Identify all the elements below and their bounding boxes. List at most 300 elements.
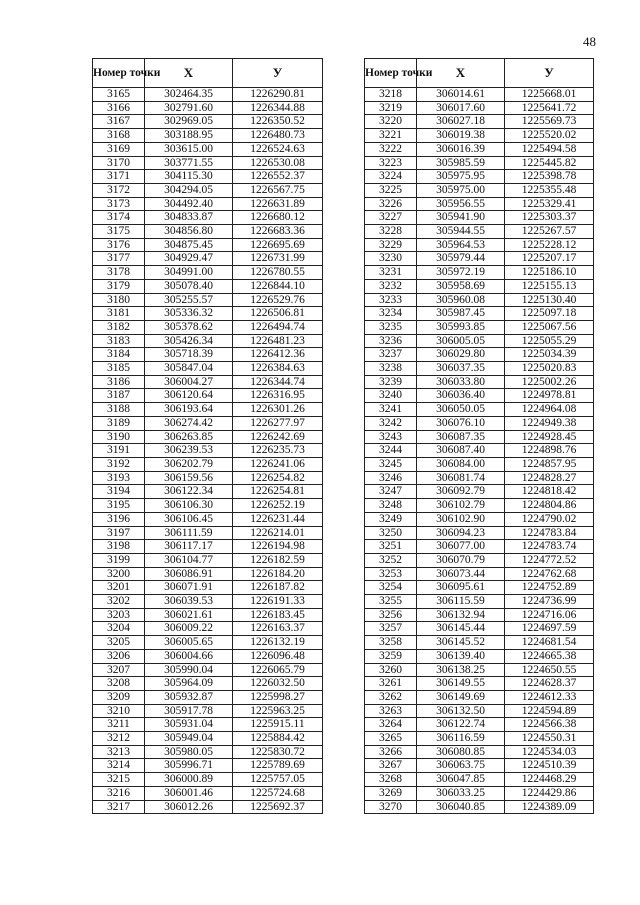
y-coordinate-cell: 1224783.74 [505,540,594,554]
y-coordinate-cell: 1224389.09 [505,800,594,814]
table-row [365,279,594,293]
x-coordinate-cell: 305378.62 [145,320,233,334]
table-row [365,553,594,567]
table-row [365,499,594,513]
x-coordinate-cell: 306004.27 [145,375,233,389]
x-coordinate-cell: 306094.23 [417,526,505,540]
point-number-cell: 3195 [93,499,145,513]
y-coordinate-cell: 1224804.86 [505,499,594,513]
point-number-cell: 3191 [93,444,145,458]
point-number-cell: 3213 [93,745,145,759]
table-row [93,238,323,252]
table-row [365,170,594,184]
y-coordinate-cell: 1226384.63 [233,362,323,376]
table-row [93,266,323,280]
y-coordinate-cell: 1224762.68 [505,567,594,581]
x-coordinate-cell: 306087.35 [417,430,505,444]
x-coordinate-cell: 305985.59 [417,156,505,170]
y-coordinate-cell: 1226290.81 [233,88,323,102]
table-row [365,786,594,800]
y-coordinate-cell: 1226231.44 [233,512,323,526]
y-coordinate-cell: 1225445.82 [505,156,594,170]
point-number-cell: 3214 [93,759,145,773]
x-coordinate-cell: 306047.85 [417,773,505,787]
point-number-cell: 3212 [93,732,145,746]
y-coordinate-cell: 1226096.48 [233,649,323,663]
y-coordinate-cell: 1226235.73 [233,444,323,458]
point-number-cell: 3197 [93,526,145,540]
table-body-left [93,88,323,814]
header-x: X [417,59,505,88]
point-number-cell: 3211 [93,718,145,732]
table-row [365,512,594,526]
x-coordinate-cell: 306122.74 [417,718,505,732]
x-coordinate-cell: 304115.30 [145,170,233,184]
x-coordinate-cell: 305987.45 [417,307,505,321]
table-row [365,732,594,746]
x-coordinate-cell: 302969.05 [145,115,233,129]
x-coordinate-cell: 303615.00 [145,142,233,156]
table-row [365,649,594,663]
y-coordinate-cell: 1226191.33 [233,595,323,609]
point-number-cell: 3233 [365,293,417,307]
point-number-cell: 3263 [365,704,417,718]
y-coordinate-cell: 1225830.72 [233,745,323,759]
y-coordinate-cell: 1224783.84 [505,526,594,540]
point-number-cell: 3171 [93,170,145,184]
point-number-cell: 3236 [365,334,417,348]
table-row [93,690,323,704]
y-coordinate-cell: 1224612.33 [505,690,594,704]
point-number-cell: 3235 [365,320,417,334]
table-row [365,197,594,211]
table-row [365,238,594,252]
y-coordinate-cell: 1224510.39 [505,759,594,773]
x-coordinate-cell: 305975.00 [417,183,505,197]
table-row [365,636,594,650]
x-coordinate-cell: 306081.74 [417,471,505,485]
y-coordinate-cell: 1225067.56 [505,320,594,334]
y-coordinate-cell: 1226631.89 [233,197,323,211]
x-coordinate-cell: 306086.91 [145,567,233,581]
table-row [365,142,594,156]
x-coordinate-cell: 305255.57 [145,293,233,307]
x-coordinate-cell: 306116.59 [417,732,505,746]
table-row [93,512,323,526]
table-row [93,334,323,348]
table-row [93,595,323,609]
point-number-cell: 3180 [93,293,145,307]
point-number-cell: 3172 [93,183,145,197]
y-coordinate-cell: 1225055.29 [505,334,594,348]
table-row [365,608,594,622]
y-coordinate-cell: 1226480.73 [233,129,323,143]
x-coordinate-cell: 306063.75 [417,759,505,773]
point-number-cell: 3268 [365,773,417,787]
x-coordinate-cell: 305847.04 [145,362,233,376]
point-number-cell: 3243 [365,430,417,444]
x-coordinate-cell: 306017.60 [417,101,505,115]
table-row [93,704,323,718]
y-coordinate-cell: 1224665.38 [505,649,594,663]
y-coordinate-cell: 1225355.48 [505,183,594,197]
table-row [365,690,594,704]
point-number-cell: 3184 [93,348,145,362]
y-coordinate-cell: 1226252.19 [233,499,323,513]
point-number-cell: 3167 [93,115,145,129]
x-coordinate-cell: 306104.77 [145,553,233,567]
point-number-cell: 3177 [93,252,145,266]
table-row [365,471,594,485]
x-coordinate-cell: 305975.95 [417,170,505,184]
point-number-cell: 3188 [93,403,145,417]
point-number-cell: 3223 [365,156,417,170]
table-row [93,252,323,266]
point-number-cell: 3266 [365,745,417,759]
y-coordinate-cell: 1226277.97 [233,416,323,430]
y-coordinate-cell: 1226524.63 [233,142,323,156]
y-coordinate-cell: 1226780.55 [233,266,323,280]
x-coordinate-cell: 306004.66 [145,649,233,663]
y-coordinate-cell: 1225267.57 [505,225,594,239]
table-row [93,485,323,499]
point-number-cell: 3210 [93,704,145,718]
table-row [93,649,323,663]
point-number-cell: 3169 [93,142,145,156]
x-coordinate-cell: 306122.34 [145,485,233,499]
y-coordinate-cell: 1225884.42 [233,732,323,746]
table-row [365,663,594,677]
table-row [365,403,594,417]
x-coordinate-cell: 305917.78 [145,704,233,718]
table-row [93,129,323,143]
x-coordinate-cell: 305996.71 [145,759,233,773]
point-number-cell: 3170 [93,156,145,170]
y-coordinate-cell: 1224964.08 [505,403,594,417]
x-coordinate-cell: 305964.09 [145,677,233,691]
point-number-cell: 3199 [93,553,145,567]
x-coordinate-cell: 305718.39 [145,348,233,362]
y-coordinate-cell: 1224628.37 [505,677,594,691]
point-number-cell: 3178 [93,266,145,280]
table-row [365,718,594,732]
point-number-cell: 3209 [93,690,145,704]
y-coordinate-cell: 1224790.02 [505,512,594,526]
table-row [365,115,594,129]
x-coordinate-cell: 306005.05 [417,334,505,348]
point-number-cell: 3240 [365,389,417,403]
y-coordinate-cell: 1226316.95 [233,389,323,403]
table-row [365,773,594,787]
point-number-cell: 3254 [365,581,417,595]
x-coordinate-cell: 304833.87 [145,211,233,225]
y-coordinate-cell: 1226350.52 [233,115,323,129]
x-coordinate-cell: 306037.35 [417,362,505,376]
table-row [93,622,323,636]
table-row [365,595,594,609]
table-row [93,732,323,746]
table-row [365,88,594,102]
y-coordinate-cell: 1224828.27 [505,471,594,485]
x-coordinate-cell: 306106.45 [145,512,233,526]
point-number-cell: 3192 [93,457,145,471]
y-coordinate-cell: 1226494.74 [233,320,323,334]
table-row [93,444,323,458]
x-coordinate-cell: 306120.64 [145,389,233,403]
table-row [93,115,323,129]
y-coordinate-cell: 1224898.76 [505,444,594,458]
table-row [365,745,594,759]
y-coordinate-cell: 1226182.59 [233,553,323,567]
x-coordinate-cell: 306202.79 [145,457,233,471]
y-coordinate-cell: 1224594.89 [505,704,594,718]
table-row [365,485,594,499]
x-coordinate-cell: 304875.45 [145,238,233,252]
x-coordinate-cell: 306080.85 [417,745,505,759]
header-y: У [505,59,594,88]
point-number-cell: 3187 [93,389,145,403]
point-number-cell: 3228 [365,225,417,239]
table-body-right [365,88,594,814]
y-coordinate-cell: 1225692.37 [233,800,323,814]
x-coordinate-cell: 302791.60 [145,101,233,115]
y-coordinate-cell: 1225569.73 [505,115,594,129]
y-coordinate-cell: 1226529.76 [233,293,323,307]
x-coordinate-cell: 305964.53 [417,238,505,252]
table-row [93,348,323,362]
point-number-cell: 3189 [93,416,145,430]
table-row [93,293,323,307]
x-coordinate-cell: 305426.34 [145,334,233,348]
table-row [365,540,594,554]
table-row [93,389,323,403]
point-number-cell: 3219 [365,101,417,115]
y-coordinate-cell: 1226481.23 [233,334,323,348]
y-coordinate-cell: 1226032.50 [233,677,323,691]
point-number-cell: 3247 [365,485,417,499]
point-number-cell: 3200 [93,567,145,581]
x-coordinate-cell: 304929.47 [145,252,233,266]
point-number-cell: 3165 [93,88,145,102]
table-row [365,457,594,471]
point-number-cell: 3270 [365,800,417,814]
x-coordinate-cell: 306239.53 [145,444,233,458]
point-number-cell: 3220 [365,115,417,129]
y-coordinate-cell: 1226530.08 [233,156,323,170]
y-coordinate-cell: 1226695.69 [233,238,323,252]
point-number-cell: 3229 [365,238,417,252]
x-coordinate-cell: 306070.79 [417,553,505,567]
x-coordinate-cell: 306027.18 [417,115,505,129]
y-coordinate-cell: 1224949.38 [505,416,594,430]
table-row [93,677,323,691]
x-coordinate-cell: 306132.50 [417,704,505,718]
x-coordinate-cell: 306039.53 [145,595,233,609]
point-number-cell: 3250 [365,526,417,540]
x-coordinate-cell: 306036.40 [417,389,505,403]
point-number-cell: 3186 [93,375,145,389]
table-row [365,293,594,307]
point-number-cell: 3204 [93,622,145,636]
point-number-cell: 3238 [365,362,417,376]
y-coordinate-cell: 1224752.89 [505,581,594,595]
y-coordinate-cell: 1226194.98 [233,540,323,554]
x-coordinate-cell: 306145.52 [417,636,505,650]
x-coordinate-cell: 305932.87 [145,690,233,704]
table-row [93,581,323,595]
x-coordinate-cell: 305336.32 [145,307,233,321]
point-number-cell: 3217 [93,800,145,814]
table-row [93,403,323,417]
table-row [93,225,323,239]
point-number-cell: 3190 [93,430,145,444]
x-coordinate-cell: 306115.59 [417,595,505,609]
point-number-cell: 3193 [93,471,145,485]
y-coordinate-cell: 1225998.27 [233,690,323,704]
point-number-cell: 3183 [93,334,145,348]
point-number-cell: 3227 [365,211,417,225]
y-coordinate-cell: 1226506.81 [233,307,323,321]
point-number-cell: 3232 [365,279,417,293]
point-number-cell: 3239 [365,375,417,389]
y-coordinate-cell: 1226183.45 [233,608,323,622]
table-row [365,444,594,458]
y-coordinate-cell: 1226344.88 [233,101,323,115]
x-coordinate-cell: 305990.04 [145,663,233,677]
y-coordinate-cell: 1224550.31 [505,732,594,746]
table-row [93,211,323,225]
y-coordinate-cell: 1225789.69 [233,759,323,773]
point-number-cell: 3267 [365,759,417,773]
x-coordinate-cell: 306102.90 [417,512,505,526]
table-row [365,362,594,376]
header-point-number: Номер точки [93,59,145,88]
point-number-cell: 3225 [365,183,417,197]
table-row [93,663,323,677]
y-coordinate-cell: 1226065.79 [233,663,323,677]
y-coordinate-cell: 1226242.69 [233,430,323,444]
point-number-cell: 3253 [365,567,417,581]
y-coordinate-cell: 1225155.13 [505,279,594,293]
y-coordinate-cell: 1225668.01 [505,88,594,102]
y-coordinate-cell: 1225186.10 [505,266,594,280]
point-number-cell: 3215 [93,773,145,787]
x-coordinate-cell: 306092.79 [417,485,505,499]
x-coordinate-cell: 305944.55 [417,225,505,239]
table-row [93,540,323,554]
x-coordinate-cell: 306087.40 [417,444,505,458]
x-coordinate-cell: 303771.55 [145,156,233,170]
point-number-cell: 3260 [365,663,417,677]
y-coordinate-cell: 1225963.25 [233,704,323,718]
table-row [93,567,323,581]
point-number-cell: 3166 [93,101,145,115]
table-row [93,430,323,444]
x-coordinate-cell: 306050.05 [417,403,505,417]
point-number-cell: 3194 [93,485,145,499]
y-coordinate-cell: 1224736.99 [505,595,594,609]
y-coordinate-cell: 1226683.36 [233,225,323,239]
table-row [93,526,323,540]
y-coordinate-cell: 1226552.37 [233,170,323,184]
point-number-cell: 3207 [93,663,145,677]
x-coordinate-cell: 306001.46 [145,786,233,800]
y-coordinate-cell: 1225329.41 [505,197,594,211]
x-coordinate-cell: 306102.79 [417,499,505,513]
table-row [365,800,594,814]
x-coordinate-cell: 305972.19 [417,266,505,280]
x-coordinate-cell: 306016.39 [417,142,505,156]
table-row [365,677,594,691]
table-row [93,183,323,197]
point-number-cell: 3224 [365,170,417,184]
table-row [93,362,323,376]
x-coordinate-cell: 306263.85 [145,430,233,444]
x-coordinate-cell: 306084.00 [417,457,505,471]
point-number-cell: 3196 [93,512,145,526]
table-row [93,800,323,814]
y-coordinate-cell: 1225915.11 [233,718,323,732]
x-coordinate-cell: 304294.05 [145,183,233,197]
x-coordinate-cell: 305960.08 [417,293,505,307]
x-coordinate-cell: 305956.55 [417,197,505,211]
point-number-cell: 3176 [93,238,145,252]
x-coordinate-cell: 306073.44 [417,567,505,581]
y-coordinate-cell: 1224534.03 [505,745,594,759]
table-header-row [365,59,594,88]
point-number-cell: 3246 [365,471,417,485]
y-coordinate-cell: 1224566.38 [505,718,594,732]
header-point-number: Номер точки [365,59,417,88]
point-number-cell: 3208 [93,677,145,691]
table-row [365,211,594,225]
point-number-cell: 3175 [93,225,145,239]
y-coordinate-cell: 1225207.17 [505,252,594,266]
point-number-cell: 3222 [365,142,417,156]
table-row [93,307,323,321]
point-number-cell: 3201 [93,581,145,595]
y-coordinate-cell: 1226184.20 [233,567,323,581]
table-row [93,101,323,115]
x-coordinate-cell: 305993.85 [417,320,505,334]
point-number-cell: 3226 [365,197,417,211]
y-coordinate-cell: 1225303.37 [505,211,594,225]
x-coordinate-cell: 306033.80 [417,375,505,389]
table-row [93,773,323,787]
y-coordinate-cell: 1225097.18 [505,307,594,321]
x-coordinate-cell: 306149.69 [417,690,505,704]
y-coordinate-cell: 1224818.42 [505,485,594,499]
table-row [93,320,323,334]
point-number-cell: 3206 [93,649,145,663]
table-row [365,375,594,389]
x-coordinate-cell: 306040.85 [417,800,505,814]
y-coordinate-cell: 1226254.82 [233,471,323,485]
x-coordinate-cell: 306111.59 [145,526,233,540]
x-coordinate-cell: 306138.25 [417,663,505,677]
y-coordinate-cell: 1224681.54 [505,636,594,650]
table-row [93,88,323,102]
y-coordinate-cell: 1226301.26 [233,403,323,417]
table-row [365,129,594,143]
point-number-cell: 3251 [365,540,417,554]
y-coordinate-cell: 1226254.81 [233,485,323,499]
x-coordinate-cell: 306132.94 [417,608,505,622]
x-coordinate-cell: 306033.25 [417,786,505,800]
x-coordinate-cell: 304492.40 [145,197,233,211]
x-coordinate-cell: 306019.38 [417,129,505,143]
y-coordinate-cell: 1224772.52 [505,553,594,567]
